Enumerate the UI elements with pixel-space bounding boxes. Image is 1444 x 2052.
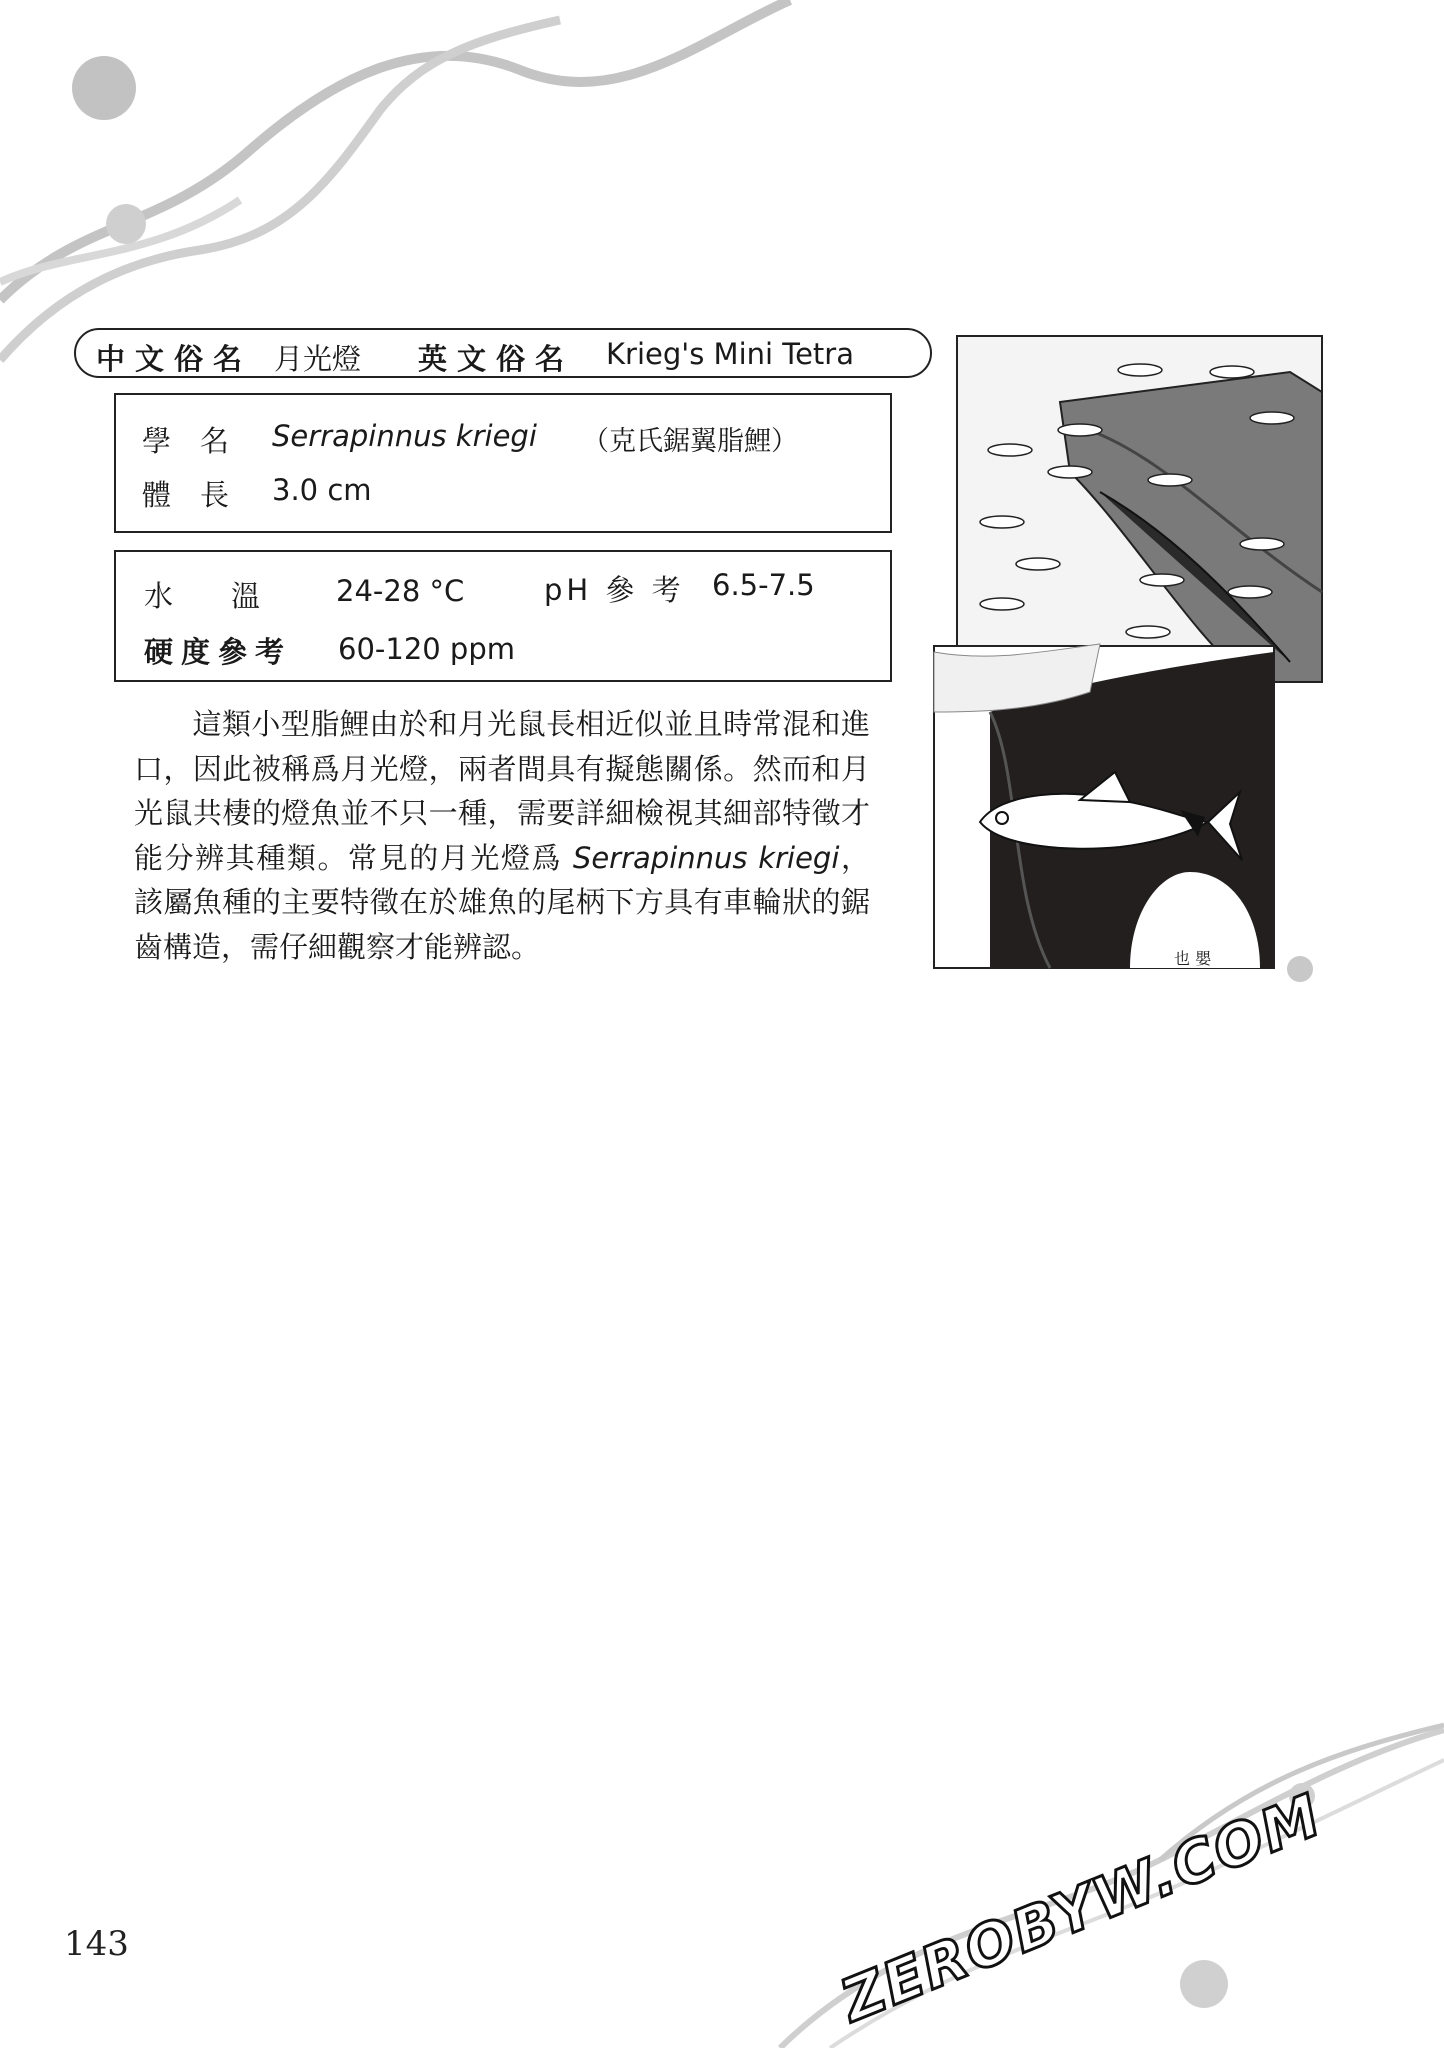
page-number: 143 xyxy=(64,1924,129,1964)
body-length-label: 體 長 xyxy=(142,478,230,512)
deco-circle xyxy=(106,204,146,244)
illustration-caption: 也 嬰 xyxy=(1174,949,1212,968)
watermark-text: ZEROBYW.COM xyxy=(832,1780,1332,2035)
care-parameters-box xyxy=(114,550,892,682)
watermark-logo xyxy=(832,1760,1444,2048)
chinese-name-value: 月光燈 xyxy=(274,342,362,376)
hardness-value: 60-120 ppm xyxy=(338,632,516,666)
ph-label: pH 參 考 xyxy=(544,573,685,607)
scientific-name-chinese: （克氏鋸翼脂鯉） xyxy=(582,426,798,457)
species-description xyxy=(134,702,870,970)
description-part-2: ，該屬魚種的主要特徵在於雄魚的尾柄下方具有車輪狀的鋸齒構造，需仔細觀察才能辨認。 xyxy=(134,840,870,964)
common-name-header xyxy=(74,328,932,378)
deco-circle xyxy=(72,56,136,120)
description-part-1: 這類小型脂鯉由於和月光鼠長相近似並且時常混和進口，因此被稱爲月光燈，兩者間具有擬態關係。然而和月光鼠共棲的燈魚並不只一種，需要詳細檢視其細部特徵才能分辨其種類。常見的月光燈爲 xyxy=(134,707,870,875)
water-temp-value: 24-28 °C xyxy=(336,574,465,608)
taxonomy-box xyxy=(114,393,892,533)
water-temp-label: 水 溫 xyxy=(144,579,261,613)
scientific-name-value: Serrapinnus kriegi xyxy=(272,419,537,453)
hardness-label: 硬度參考 xyxy=(144,635,293,669)
ph-value: 6.5-7.5 xyxy=(712,568,815,602)
description-species-name: Serrapinnus kriegi xyxy=(572,840,840,875)
body-length-value: 3.0 cm xyxy=(272,473,372,507)
english-name-label: 英文俗名 xyxy=(418,342,575,376)
scientific-name-label: 學 名 xyxy=(142,424,230,458)
english-name-value: Krieg's Mini Tetra xyxy=(606,337,854,371)
fish-illustration xyxy=(930,332,1330,972)
chinese-name-label: 中文俗名 xyxy=(96,342,253,376)
